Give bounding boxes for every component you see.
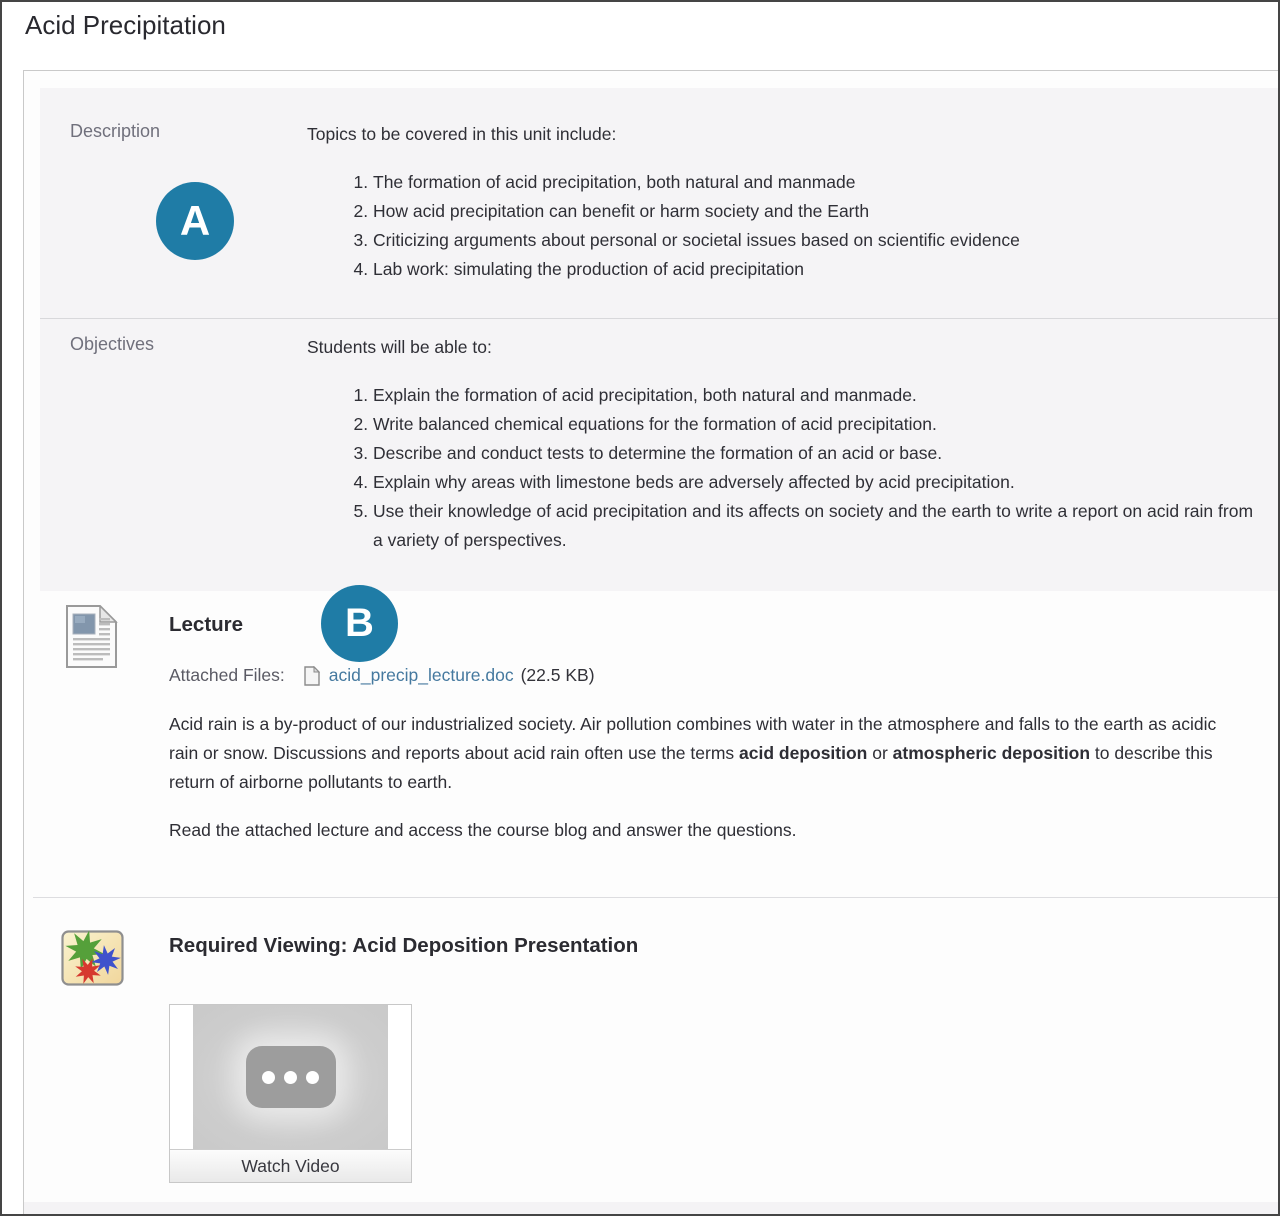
- objectives-label-column: [70, 333, 307, 555]
- description-label: Description: [70, 121, 161, 141]
- content-item-splat-icon: [61, 930, 124, 986]
- lecture-paragraph-2: Read the attached lecture and access the course blog and answer the questions.: [169, 820, 797, 840]
- description-label-column: [70, 120, 307, 284]
- file-size: (22.5 KB): [520, 665, 595, 685]
- callout-badge-a-icon: A: [156, 182, 234, 260]
- description-intro: Topics to be covered in this unit include:: [307, 124, 617, 144]
- video-image: [193, 1005, 388, 1149]
- objectives-label: Objectives: [70, 334, 155, 354]
- callout-badge-b-icon: B: [321, 585, 398, 662]
- required-viewing-body: [169, 930, 638, 1183]
- required-viewing-section: [24, 898, 1278, 1183]
- video-image-wrap: [170, 1005, 411, 1149]
- description-row: [40, 88, 1278, 319]
- objectives-intro: Students will be able to:: [307, 337, 492, 357]
- list-item: 2. Write balanced chemical equations for the formation of acid precipitation.: [373, 410, 1257, 439]
- list-item: 5. Use their knowledge of acid precipitation and its affects on society and the earth to write a report on acid rain from a variety of perspectives.: [373, 497, 1257, 555]
- required-viewing-title: Required Viewing: Acid Deposition Presentation: [169, 934, 639, 957]
- lecture-section: [24, 591, 1278, 845]
- attached-files-label: Attached Files:: [169, 665, 285, 685]
- file-attachment-icon: [304, 666, 320, 686]
- page-title: Acid Precipitation: [25, 10, 226, 40]
- lecture-body: [169, 601, 1248, 845]
- dot-icon: [284, 1071, 297, 1084]
- watch-video-caption: Watch Video: [170, 1149, 411, 1182]
- dot-icon: [262, 1071, 275, 1084]
- unit-summary-panel: [40, 88, 1278, 591]
- objectives-content: [307, 333, 1257, 555]
- attached-file-link[interactable]: acid_precip_lecture.doc: [328, 665, 514, 685]
- list-item: 2. How acid precipitation can benefit or harm society and the Earth: [373, 197, 1257, 226]
- content-box: [23, 70, 1278, 1214]
- list-item: 3. Describe and conduct tests to determine the formation of an acid or base.: [373, 439, 1257, 468]
- bottom-strip: [24, 1202, 1278, 1214]
- lecture-paragraph-1: [169, 710, 1248, 797]
- bold-term-acid-deposition: acid deposition: [739, 743, 868, 763]
- list-item: 4. Lab work: simulating the production of acid precipitation: [373, 255, 1257, 284]
- paragraph-text: or: [867, 743, 893, 763]
- watch-video-thumbnail[interactable]: [169, 1004, 412, 1183]
- lecture-title: Lecture: [169, 613, 244, 636]
- bold-term-atmospheric-deposition: atmospheric deposition: [892, 743, 1091, 763]
- attached-files-row: [169, 665, 1248, 686]
- list-item: 3. Criticizing arguments about personal or societal issues based on scientific evidence: [373, 226, 1257, 255]
- list-item: 1. The formation of acid precipitation, both natural and manmade: [373, 168, 1257, 197]
- list-item: 4. Explain why areas with limestone beds are adversely affected by acid precipitation.: [373, 468, 1257, 497]
- topics-list: [307, 168, 1257, 284]
- paragraph-text: to describe this return of airborne pollutants to earth.: [169, 743, 1213, 792]
- document-icon: [63, 605, 120, 668]
- objectives-row: [40, 319, 1278, 591]
- video-placeholder-icon: [246, 1046, 336, 1108]
- list-item: 1. Explain the formation of acid precipitation, both natural and manmade.: [373, 381, 1257, 410]
- paragraph-text: Acid rain is a by-product of our industrialized society. Air pollution combines with water in the atmosphere and falls to the earth as acidic rain or snow. Discussions and reports about acid rain often use the terms: [169, 714, 1217, 763]
- dot-icon: [306, 1071, 319, 1084]
- description-content: [307, 120, 1257, 284]
- objectives-list: [307, 381, 1257, 555]
